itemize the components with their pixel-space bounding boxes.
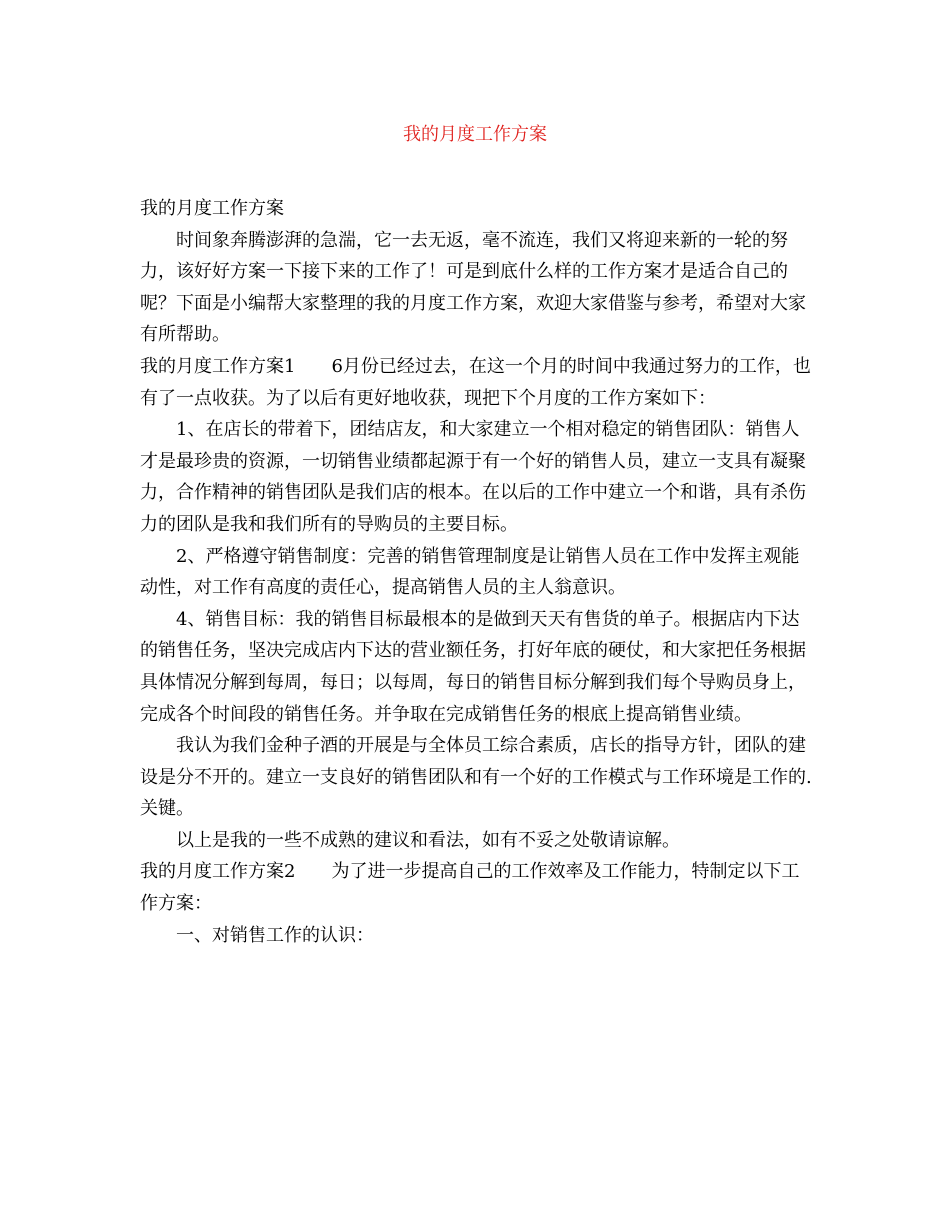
document-title: 我的月度工作方案	[403, 124, 547, 145]
document-body	[140, 193, 815, 951]
plan1-opinion: 我认为我们金种子酒的开展是与全体员工综合素质，店长的指导方针，团队的建设是分不开的。建立一支良好的销售团队和有一个好的工作模式与工作环境是工作的.关键。	[140, 735, 812, 820]
plan1-paragraph	[140, 351, 815, 414]
plan2-label: 我的月度工作方案2	[140, 861, 296, 883]
plan1-closing: 以上是我的一些不成熟的建议和看法，如有不妥之处敬请谅解。	[176, 829, 680, 851]
intro-paragraph: 时间象奔腾澎湃的急湍，它一去无返，毫不流连，我们又将迎来新的一轮的努力，该好好方案一下接下来的工作了！可是到底什么样的工作方案才是适合自己的呢？下面是小编帮大家整理的我的月度工作方案，欢迎大家借鉴与参考，希望对大家有所帮助。	[140, 229, 806, 346]
plan2-lead: 为了进一步提高自己的工作效率及工作能力，特制定以下工作方案：	[140, 861, 800, 915]
section-heading: 我的月度工作方案	[140, 198, 284, 219]
plan2-paragraph	[140, 856, 815, 919]
plan1-item-1: 1、在店长的带着下，团结店友，和大家建立一个相对稳定的销售团队：销售人才是最珍贵的资源，一切销售业绩都起源于有一个好的销售人员，建立一支具有凝聚力，合作精神的销售团队是我们店的根本。在以后的工作中建立一个和谐，具有杀伤力的团队是我和我们所有的导购员的主要目标。	[140, 419, 806, 535]
plan1-lead: 6月份已经过去，在这一个月的时间中我通过努力的工作，也有了一点收获。为了以后有更好地收获，现把下个月度的工作方案如下：	[140, 355, 811, 409]
plan1-item-4: 4、销售目标：我的销售目标最根本的是做到天天有售货的单子。根据店内下达的销售任务，坚决完成店内下达的营业额任务，打好年底的硬仗，和大家把任务根据具体情况分解到每周，每日；以每周，每日的销售目标分解到我们每个导购员身上，完成各个时间段的销售任务。并争取在完成销售任务的根底上提高销售业绩。	[140, 608, 806, 725]
plan2-item-1: 一、对销售工作的认识：	[176, 924, 374, 946]
plan1-label: 我的月度工作方案1	[140, 355, 296, 377]
plan1-item-2: 2、严格遵守销售制度：完善的销售管理制度是让销售人员在工作中发挥主观能动性，对工作有高度的责任心，提高销售人员的主人翁意识。	[140, 545, 800, 599]
